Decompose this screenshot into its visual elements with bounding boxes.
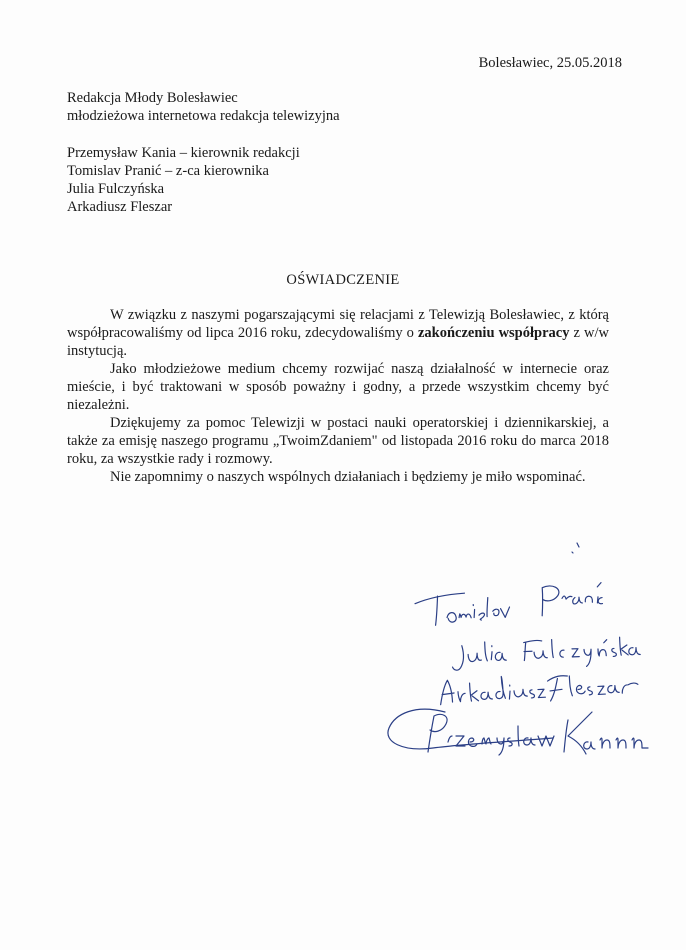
- signature-stroke: [540, 582, 603, 615]
- paragraph-4: Nie zapomnimy o naszych wspólnych działaniach i będziemy je miło wspominać.: [110, 469, 586, 485]
- paragraph-3: Dziękujemy za pomoc Telewizji w postaci nauki operatorskiej i dziennikarskiej, a także za emisję naszego programu „TwoimZdaniem" od listopada 2016 roku do marca 2018 roku, za wszystkie rady i rozmowy.: [67, 415, 609, 467]
- addressee-line-2: młodzieżowa internetowa redakcja telewizyjna: [67, 108, 340, 124]
- signature-stroke: [547, 672, 638, 701]
- signature-stroke: [564, 712, 648, 754]
- document-title: OŚWIADCZENIE: [286, 272, 400, 288]
- signature-stroke: [415, 593, 467, 626]
- signature-stroke: [452, 641, 507, 670]
- signature-julia-fulczynska: [452, 637, 641, 672]
- signature-stroke: [428, 714, 554, 755]
- signature-stroke: [439, 674, 545, 704]
- signature-arkadiusz-fleszar: [439, 669, 638, 706]
- signature-przemyslaw-kania: [388, 709, 648, 755]
- addressee-line-1: Redakcja Młody Bolesławiec: [67, 90, 238, 106]
- paragraph-1-text: W związku z naszymi pogarszającymi się relacjami z Telewizją Bolesławiec, z którą współpracowaliśmy od lipca 2016 roku, zdecydowaliśmy o: [67, 307, 609, 341]
- letter-body: [67, 306, 609, 486]
- paragraph-1-tail: z w/w instytucją.: [67, 325, 609, 359]
- team-member: Przemysław Kania – kierownik redakcji: [67, 145, 300, 161]
- signature-stroke: [524, 637, 641, 669]
- team-member: Julia Fulczyńska: [67, 181, 165, 197]
- team-list: [67, 144, 300, 216]
- team-member: Tomislav Pranić – z-ca kierownika: [67, 163, 269, 179]
- addressee-block: [67, 89, 340, 125]
- signature-stroke: [446, 596, 510, 622]
- signature-tomislav-pranic: [414, 582, 603, 626]
- paragraph-2: Jako młodzieżowe medium chcemy rozwijać naszą działalność w internecie oraz mieście, i być traktowani w sposób poważny i godny, a przede wszystkim chcemy być niezależni.: [67, 361, 609, 413]
- paragraph-1: [67, 306, 609, 360]
- paragraph-1-emphasis: zakończeniu współpracy: [417, 325, 570, 341]
- signature-stroke: [388, 709, 553, 749]
- date-line: Bolesławiec, 25.05.2018: [478, 55, 622, 71]
- pen-mark: [572, 543, 579, 553]
- team-member: Arkadiusz Fleszar: [67, 199, 173, 215]
